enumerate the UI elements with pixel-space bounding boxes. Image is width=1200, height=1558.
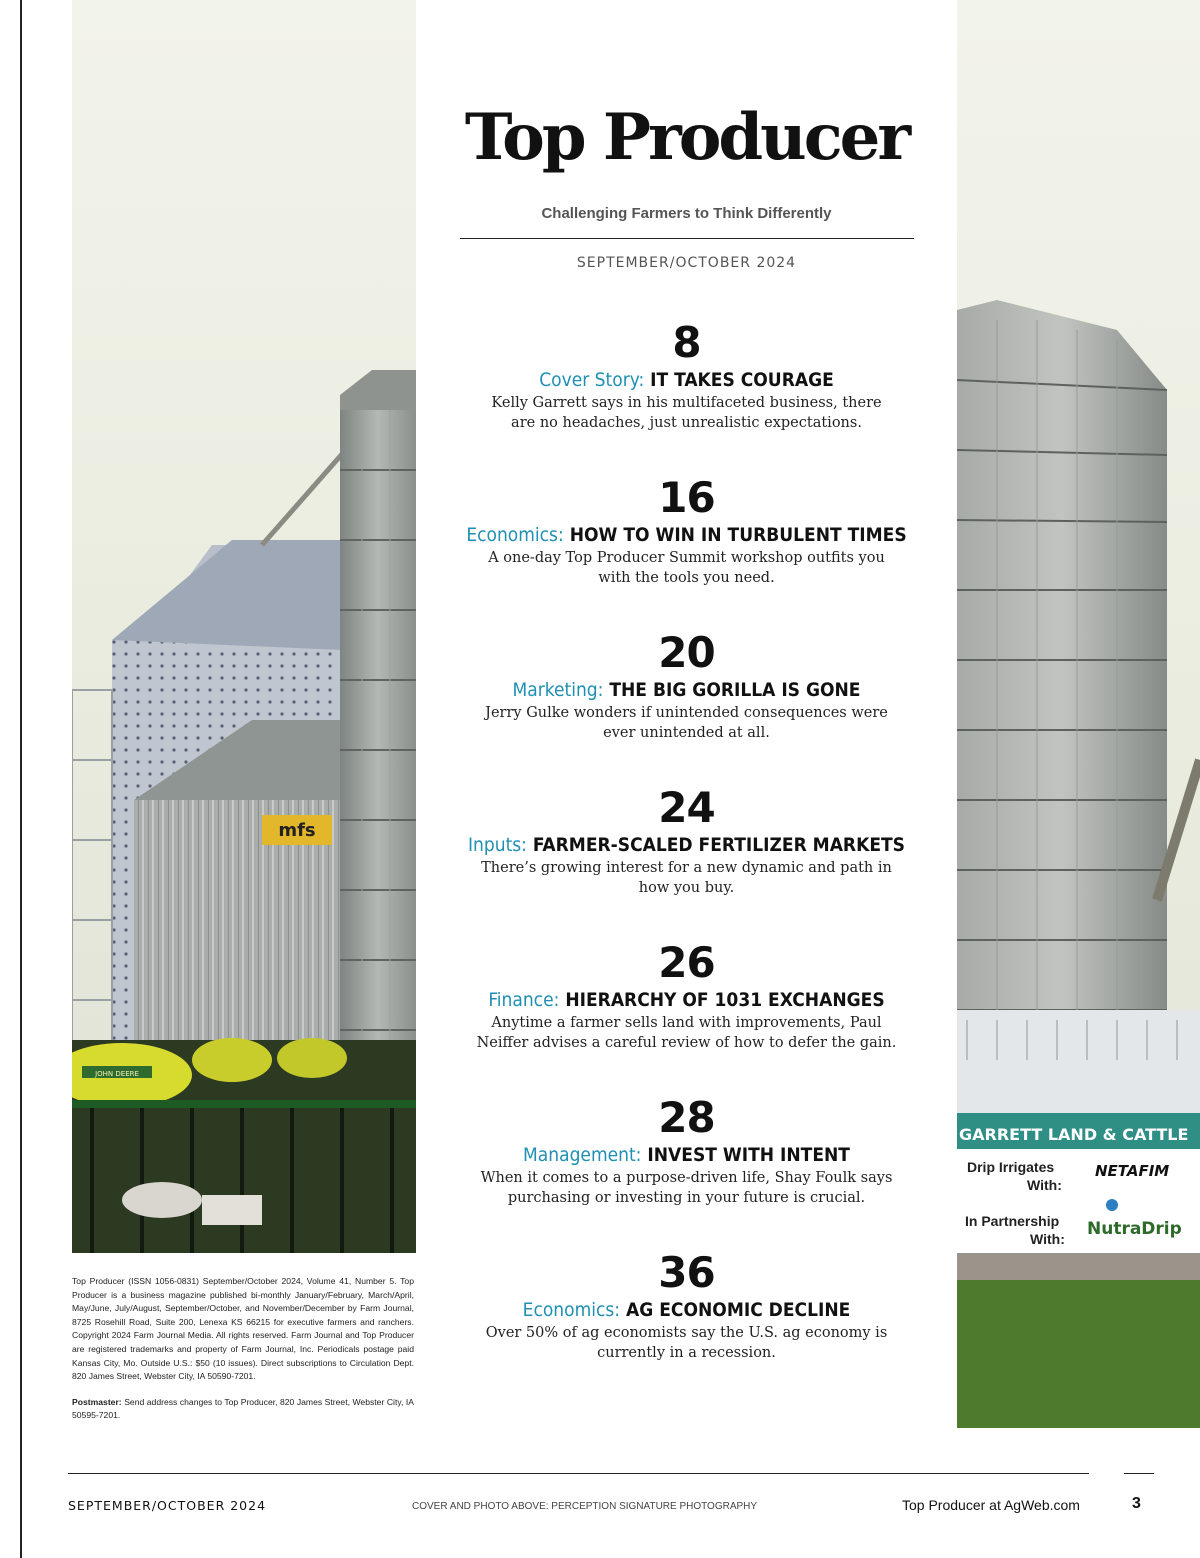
- svg-text:Drip Irrigates: Drip Irrigates: [967, 1159, 1055, 1175]
- toc-description: Over 50% of ag economists say the U.S. ag economy is currently in a recession.: [485, 1325, 888, 1361]
- toc-description: When it comes to a purpose-driven life, Shay Foulk says purchasing or investing in your future is crucial.: [480, 1170, 893, 1206]
- cover-photo-right: [957, 0, 1200, 1428]
- toc-description: A one-day Top Producer Summit workshop outfits you with the tools you need.: [488, 550, 885, 586]
- publication-notice: [72, 1275, 414, 1423]
- header-rule: [460, 238, 914, 239]
- footer-issue: SEPTEMBER/OCTOBER 2024: [68, 1498, 267, 1513]
- toc-title: INVEST WITH INTENT: [647, 1144, 850, 1166]
- toc-entry[interactable]: [416, 320, 957, 433]
- footer-rule-short: [1124, 1473, 1154, 1474]
- toc-category: Management:: [523, 1144, 642, 1166]
- toc-entry[interactable]: [416, 785, 957, 898]
- toc-title: HOW TO WIN IN TURBULENT TIMES: [569, 524, 907, 546]
- toc-page-number: 26: [658, 938, 715, 987]
- toc-title: IT TAKES COURAGE: [650, 369, 834, 391]
- toc-page-number: 24: [658, 783, 715, 832]
- planter-brand-text: JOHN DEERE: [95, 1070, 139, 1078]
- toc-entry[interactable]: [416, 475, 957, 588]
- page-number: 3: [1132, 1495, 1141, 1512]
- toc-page-number: 36: [658, 1248, 715, 1297]
- sign-brand-netafim-text: NETAFIM: [1095, 1162, 1170, 1180]
- toc-title: FARMER-SCALED FERTILIZER MARKETS: [532, 834, 905, 856]
- magazine-logo: Top Producer: [464, 100, 909, 175]
- toc-category: Economics:: [466, 524, 564, 546]
- toc-description: Jerry Gulke wonders if unintended consequences were ever unintended at all.: [485, 705, 888, 741]
- toc-entry[interactable]: [416, 630, 957, 743]
- toc-category: Finance:: [488, 989, 560, 1011]
- toc-category: Marketing:: [512, 679, 604, 701]
- toc-page-number: 20: [658, 628, 715, 677]
- svg-text:In Partnership: In Partnership: [965, 1213, 1060, 1229]
- sign-brand-nutradrip-text: NutraDrip: [1087, 1219, 1182, 1239]
- toc-page-number: 28: [658, 1093, 715, 1142]
- postmaster-label: Postmaster:: [72, 1396, 122, 1407]
- toc-description: Kelly Garrett says in his multifaceted business, there are no headaches, just unrealistic expectations.: [491, 395, 882, 431]
- toc-entry[interactable]: [416, 940, 957, 1053]
- toc-entry[interactable]: [416, 1095, 957, 1208]
- tagline: Challenging Farmers to Think Differently: [541, 205, 832, 222]
- toc-category: Cover Story:: [539, 369, 645, 391]
- toc-category: Economics:: [522, 1299, 621, 1321]
- page-edge-rule: [20, 0, 22, 1558]
- svg-text:With:: With:: [1027, 1177, 1062, 1193]
- photo-credit: COVER AND PHOTO ABOVE: PERCEPTION SIGNATURE PHOTOGRAPHY: [412, 1501, 758, 1512]
- svg-text:mfs: mfs: [278, 820, 316, 841]
- contents-column: [416, 0, 957, 1428]
- toc-title: AG ECONOMIC DECLINE: [626, 1299, 851, 1321]
- svg-text:With:: With:: [1030, 1231, 1065, 1247]
- footer-rule: [68, 1473, 1089, 1474]
- toc-description: There’s growing interest for a new dynamic and path in how you buy.: [481, 860, 892, 896]
- issue-date: SEPTEMBER/OCTOBER 2024: [576, 255, 797, 271]
- toc-category: Inputs:: [468, 834, 527, 856]
- footer-site-link[interactable]: Top Producer at AgWeb.com: [902, 1497, 1080, 1513]
- toc-page-number: 16: [658, 473, 715, 522]
- sign-title-text: GARRETT LAND & CATTLE: [959, 1125, 1189, 1144]
- toc-page-number: 8: [672, 318, 701, 367]
- publication-notice-body: Top Producer (ISSN 1056-0831) September/October 2024, Volume 41, Number 5. Top Producer is a business magazine published bi-monthly January/February, March/April, May/June, July/August, September/October, and November/December by Farm Journal, 8725 Rosehill Road, Suite 200, Lenexa KS 66215 for executive farmers and ranchers. Copyright 2024 Farm Journal Media. All rights reserved. Farm Journal and Top Producer are registered trademarks and property of Farm Journal, Inc. Periodicals postage paid Kansas City, Mo. Outside U.S.: $50 (10 issues). Direct subscriptions to Circulation Dept. 820 James Street, Webster City, IA 50590-7201.: [72, 1276, 414, 1382]
- toc-description: Anytime a farmer sells land with improvements, Paul Neiffer advises a careful review of how to defer the gain.: [476, 1015, 897, 1051]
- cover-photo-left: [72, 0, 416, 1253]
- toc-entry[interactable]: [416, 1250, 957, 1363]
- toc-title: THE BIG GORILLA IS GONE: [609, 679, 861, 701]
- postmaster-text: Send address changes to Top Producer, 820 James Street, Webster City, IA 50595-7201.: [72, 1396, 414, 1421]
- toc-title: HIERARCHY OF 1031 EXCHANGES: [565, 989, 885, 1011]
